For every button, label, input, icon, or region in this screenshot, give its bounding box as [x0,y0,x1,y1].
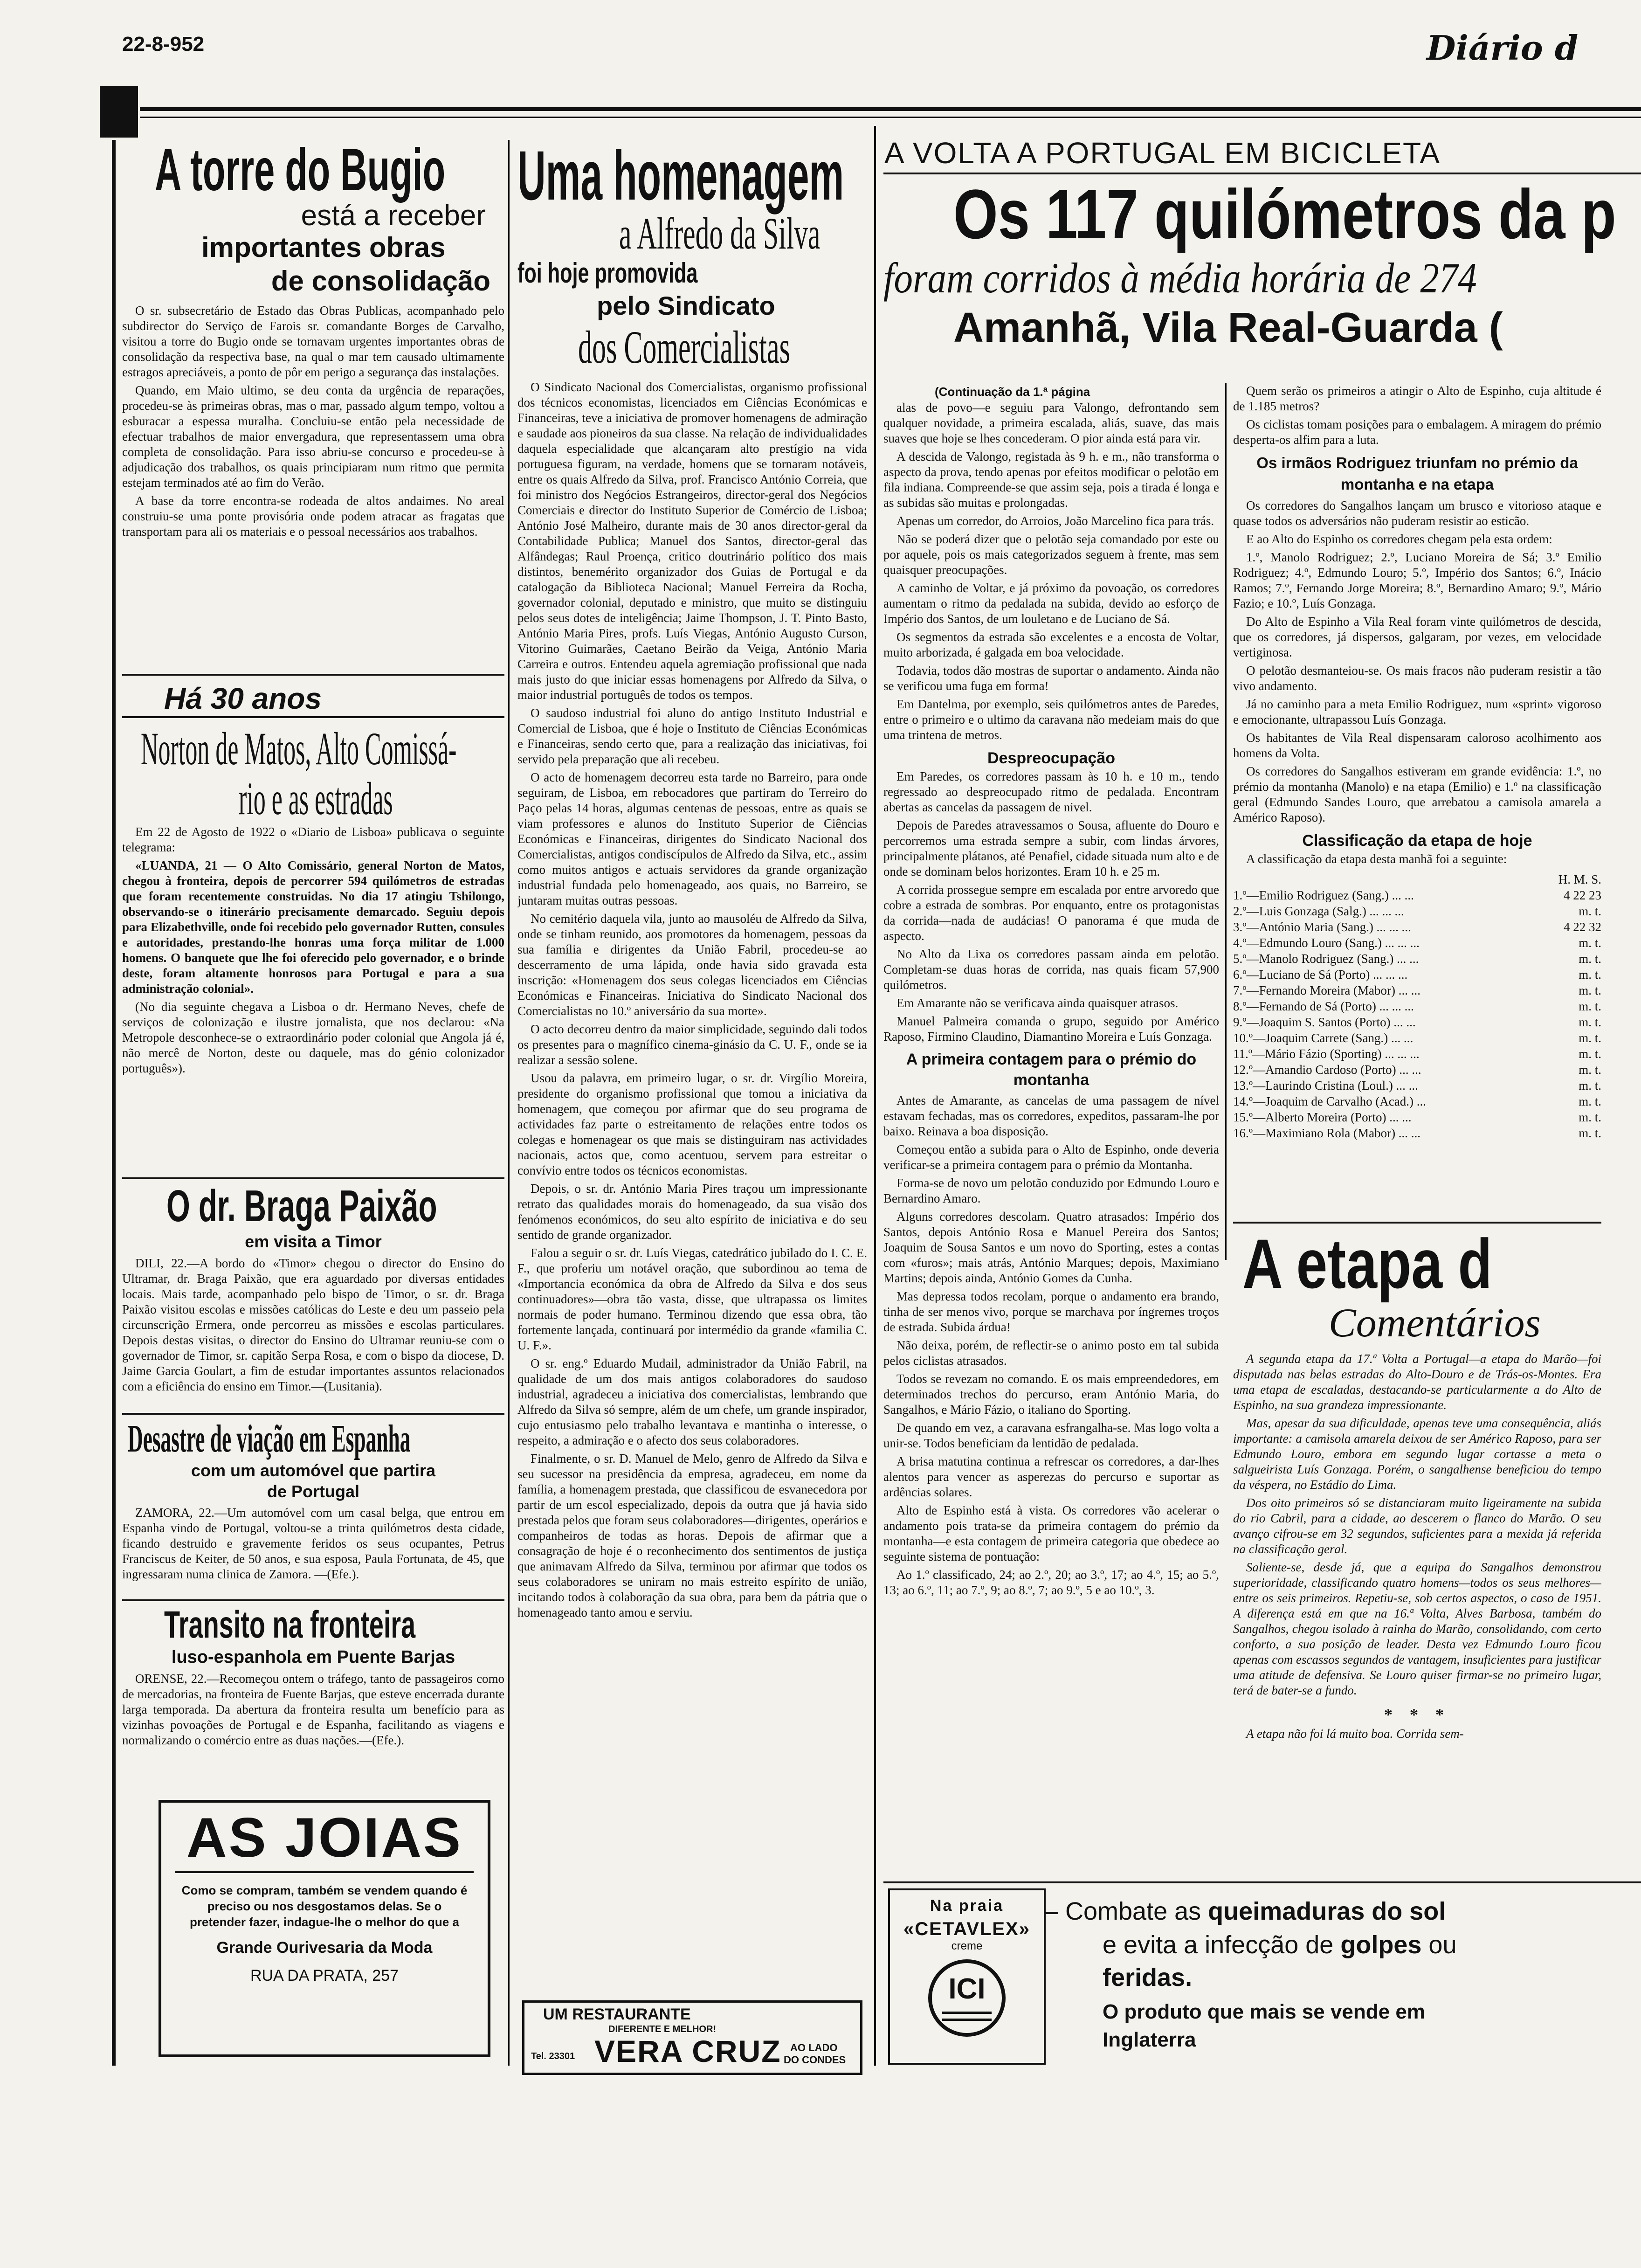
volta-c1-p2: A descida de Valongo, registada às 9 h. e m., não transforma o aspecto da prova, tendo apenas por efeitos modificar o pelotão em fila indiana. Compreende-se que assim seja, pois a tirada é longa e as subidas são muitas e prolongadas. [883,449,1219,510]
joias-shop: Grande Ourivesaria da Moda [216,1939,433,1957]
cetavlex-line2-pre: e evita a infecção de [1103,1931,1334,1959]
ha30-head1: Norton de Matos, Alto Comissá- [141,723,457,774]
desastre-sub1: com um automóvel que partira [191,1461,436,1480]
classif-time: m. t. [1579,1015,1601,1029]
volta-next: Amanhã, Vila Real-Guarda ( [953,304,1503,351]
volta-c1b-p6: Manuel Palmeira comanda o grupo, seguido por Américo Raposo, Firmino Claudino, Diamantino Moreira e Luís Gonzaga. [883,1014,1219,1044]
bugio-p1: O sr. subsecretário de Estado das Obras Publicas, acompanhado pelo subdirector do Serviço de Farois sr. comandante Borges de Carvalho, visitou a torre do Bugio onde se tornavam urgentes importantes obras de consolidação da respectiva base, na qual o mar tem causado ultimamente estragos apreciáveis, a ponto de pôr em perigo a segurança das instalações. [122,304,504,379]
ici-logo-text: ICI [948,1973,986,2005]
restaurant-loc1: AO LADO [790,2042,838,2054]
homenagem-p4: No cemitério daquela vila, junto ao mausoléu de Alfredo da Silva, onde se tinham reunido, aos promotores da homenagem, pessoas da sua família e dirigentes da União Fabril, procedeu-se ao descerramento de uma lápida, onde havia sido gravada esta inscrição: «Homenagem dos seus colegas licenciados em Ciências Económicas e Financeiras. Iniciativa do Sindicato Nacional dos Comercialistas no 10.º aniversário da sua morte». [517,912,867,1018]
etapa-top-rule [1233,1222,1601,1224]
classif-row [1233,1093,1601,1109]
restaurant-ad [522,2000,862,2075]
classif-time: m. t. [1579,1047,1601,1061]
ha30-body [122,824,504,1076]
transito-sub: luso-espanhola em Puente Barjas [171,1647,455,1667]
volta-c1c-p11: Ao 1.º classificado, 24; ao 2.º, 20; ao 3.º, 17; ao 4.º, 15; ao 5.º, 13; ao 6.º, 11; ao 7.º, 9; ao 8.º, 7; ao 9.º, 5 e ao 10.º, 3. [883,1568,1219,1597]
bugio-p2: Quando, em Maio ultimo, se deu conta da urgência de reparações, procedeu-se às primeiras obras, mas o mar, passado algum tempo, voltou a esburacar a espessa muralha. Concluiu-se então pela necessidade de efectuar trabalhos de maior envergadura, que representassem uma obra completa de consolidação. Para isso abriu-se concurso e procedeu-se à adjudicação dos trabalhos, os quais principiaram num ritmo que permita estejam terminados até ao fim do Verão. [122,383,504,490]
etapa-stars: * * * [1384,1705,1450,1724]
restaurant-line1: UM RESTAURANTE [543,2005,691,2023]
ha30-p1: Em 22 de Agosto de 1922 o «Diario de Lisboa» publicava o seguinte telegrama: [122,825,504,854]
classif-rider: 14.º—Joaquim de Carvalho (Acad.) ... [1233,1094,1427,1108]
classif-time: m. t. [1579,904,1601,918]
etapa-p4: Saliente-se, desde já, que a equipa do Sangalhos demonstrou superioridade, classificando quatro homens—todos os seus melhores—entre os seis primeiros. Repetiu-se, sob certos aspectos, o caso de 1951. A diferença está em que na 16.ª Volta, Alves Barbosa, também do Sangalhos, chegou isolado à rainha do Marão, consolidando, com certo conforto, a sua posição de leader. Desta vez Edmundo Louro ficou apenas com escassos segundos de vantagem, insuficientes para justificar uma atitude de defensiva. Se Louro quiser firmar-se no primeiro lugar, terá de bater-se a fundo. [1233,1560,1601,1697]
etapa-p1: A segunda etapa da 17.ª Volta a Portugal—a etapa do Marão—foi disputada nas belas estradas do Alto-Douro e de Trás-os-Montes. Era uma etapa de escaladas, destacando-se particularmente a do Alto de Espinho, na sua grandeza impressionante. [1233,1352,1601,1412]
classif-row [1233,1062,1601,1078]
ha30-title: Há 30 anos [164,682,322,715]
cetavlex-line2 [1103,1930,1456,1959]
etapa-article [1233,1226,1601,1832]
volta-col-divider [1225,383,1227,1260]
classif-rider: 16.º—Maximiano Rola (Mabor) ... ... [1233,1126,1421,1140]
ha30-p2: «LUANDA, 21 — O Alto Comissário, general Norton de Matos, chegou à fronteira, depois de percorrer 594 quilómetros de estradas que foram recentemente construidas. No dia 17 atingiu Tshilongo, observando-se o itinerário precisamente demarcado. Seguiu depois para Elizabethville, onde foi recebido pelo governador Rutten, consules e autoridades, prestando-lhe honras uma força militar de 1.000 homens. O banquete que lhe foi oferecido pelo governador, e o brinde deste, foram altamente honrosos para Portugal e para a sua administração colonial». [122,858,504,996]
irmaos-head: Os irmãos Rodriguez triunfam no prémio da montanha e na etapa [1256,454,1578,493]
volta-c1-p4: Não se poderá dizer que o pelotão seja comandado por este ou por aquele, pois os mais categorizados seguem à frente, mas sem quaisquer preocupações. [883,532,1219,577]
corner-block [100,86,138,138]
ha30-head2: rio e as estradas [239,773,393,824]
homenagem-p7: Depois, o sr. dr. António Maria Pires traçou um impressionante retrato das qualidades morais do homenageado, da sua visão dos fenómenos económicos, do seu alto espírito de iniciativa e do seu sentido de grande organizador. [517,1182,867,1242]
col1-left-rule [112,140,116,2066]
homenagem-p8: Falou a seguir o sr. dr. Luís Viegas, catedrático jubilado do I. C. E. F., que proferiu um notável oração, que subordinou ao tema de «Importancia económica da obra de Alfredo da Silva e dos seus continuadores»—obra tão vasta, disse, que ultrapassa os limites normais de poder humano. Terminou dizendo que essa obra, tão fortemente lançada, continuará por intermédio da grande «familia C. U. F.». [517,1246,867,1352]
classif-time: m. t. [1579,952,1601,966]
cetavlex-dash [1044,1912,1058,1914]
classif-header-row [1233,871,1601,887]
volta-continuation: (Continuação da 1.ª página [935,385,1090,399]
volta-c1-p1: alas de povo—e seguiu para Valongo, defrontando sem qualquer novidade, a primeira escalada, aliás, suave, das mais suaves que hoje se lhes concederam. O pior ainda está para vir. [883,401,1219,445]
etapa-p2: Mas, apesar da sua dificuldade, apenas teve uma consequência, aliás importante: a camisola amarela deixou de ser Américo Raposo, para ser Edmundo Louro, embora em segundo lugar cortasse a meta o salgueirista Luís Gonzaga. Porém, o sangalhense beneficiou do tempo da véspera, no Estádio do Lima. [1233,1416,1601,1492]
bugio-sub3: de consolidação [271,265,490,297]
despreocupacao-head: Despreocupação [987,749,1115,767]
volta-c1-p6: Os segmentos da estrada são excelentes e a encosta de Voltar, muito arborizada, é galgada em boa velocidade. [883,630,1219,659]
classif-row [1233,1046,1601,1062]
classif-rider: 15.º—Alberto Moreira (Porto) ... ... [1233,1110,1412,1124]
classif-rider: 1.º—Emilio Rodriguez (Sang.) ... ... [1233,888,1414,902]
classif-rider: 4.º—Edmundo Louro (Sang.) ... ... ... [1233,936,1420,950]
homenagem-body [517,380,867,1620]
classif-time: 4 22 32 [1564,920,1601,934]
volta-c1-p7: Todavia, todos dão mostras de suportar o andamento. Ainda não se verificou uma fuga em forma! [883,664,1219,693]
volta-col1 [883,383,1219,1913]
volta-col1c-body [883,1093,1219,1598]
volta-c2b-p3: 1.º, Manolo Rodriguez; 2.º, Luciano Moreira de Sá; 3.º Emilio Rodriguez; 4.º, Edmundo Louro; 5.º, Império dos Santos; 6.º, Inácio Ramos; 7.º, Fernando Jorge Moreira; 8.º, Bernardino Amaro; 9.º, Mário Fazio; e 10.º, Luís Gonzaga. [1233,550,1601,610]
volta-c1b-p1: Em Paredes, os corredores passam às 10 h. e 10 m., tendo regressado ao despreocupado ritmo de pedalada. Encontram abertas as cancelas da passagem de nivel. [883,769,1219,814]
cetavlex-na-praia: Na praia [930,1897,1004,1915]
volta-title: Os 117 quilómetros da p [953,175,1616,253]
volta-c1c-p4: Alguns corredores descolam. Quatro atrasados: Império dos Santos, depois António Rosa e Manuel Pereira dos Santos; Joaquim de Sousa Santos e um novo do Sporting, estes a contas com «furos»; mais atrás, António Marques; depois, Maximiano Martins; depois ainda, António Gomes da Cunha. [883,1210,1219,1285]
header-rule-thin [140,117,1641,118]
braga-sub: em visita a Timor [245,1232,382,1251]
joias-title: AS JOIAS [175,1807,474,1873]
classif-time: 4 22 23 [1564,888,1601,902]
volta-c2b-p2: E ao Alto do Espinho os corredores chegam pela esta ordem: [1246,532,1552,546]
ha30-article [122,681,504,1170]
classif-time: m. t. [1579,1110,1601,1124]
classif-rider: 10.º—Joaquim Carrete (Sang.) ... ... [1233,1031,1413,1045]
volta-c1c-p10: Alto de Espinho está à vista. Os corredores vão acelerar o andamento pois trata-se da primeira contagem do prémio da montanha—e esta contagem de primeira categoria que obedece ao seguinte sistema de pontuação: [883,1503,1219,1563]
cetavlex-top-rule [883,1881,1641,1883]
rule-ha30 [122,674,504,676]
volta-c2-p2: Os ciclistas tomam posições para o embalagem. A miragem do prémio desperta-os alfim para a luta. [1233,417,1601,447]
classif-row [1233,903,1601,919]
volta-c1-p3: Apenas um corredor, do Arroios, João Marcelino fica para trás. [896,514,1214,528]
braga-text: DILI, 22.—A bordo do «Timor» chegou o director do Ensino do Ultramar, dr. Braga Paixão, que era aguardado por diversas entidades locais. Mais tarde, acompanhado pelo bispo de Timor, o sr. dr. Braga Paixão visitou escolas e missões católicas do Leste e deu um passeio pela circunscrição Ermera, onde percorreu as missões e escolas particulares. Depois destas visitas, o director do Ensino do Ultramar reuniu-se com o governador de Timor, sr. capitão Serpa Rosa, e com o bispo da diocese, D. Jaime Garcia Goulart, a fim de estudar importantes assuntos relacionados com a eficiência do ensino em Timor.—(Lusitania). [122,1256,504,1393]
classif-row [1233,1014,1601,1030]
classif-rider: 11.º—Mário Fázio (Sporting) ... ... ... [1233,1047,1420,1061]
bugio-title: A torre do Bugio [155,140,446,203]
restaurant-loc2: DO CONDES [784,2054,846,2066]
bugio-sub2: importantes obras [201,232,446,263]
volta-subtitle: foram corridos à média horária de 274 [883,254,1477,302]
volta-c1-p5: A caminho de Voltar, e já próximo da povoação, os corredores aumentam o ritmo da pedalada na subida, devido ao esforço de Império dos Santos, de um louletano e de Luciano de Sá. [883,581,1219,626]
classif-time: m. t. [1579,936,1601,950]
homenagem-article [517,140,867,2005]
header-rule [140,107,1641,111]
classif-rider: 6.º—Luciano de Sá (Porto) ... ... ... [1233,968,1408,982]
classif-row [1233,1078,1601,1093]
homenagem-title2: a Alfredo da Silva [619,208,820,258]
transito-body [122,1671,504,1748]
restaurant-line2: DIFERENTE E MELHOR! [608,2024,717,2034]
col2-right-rule [874,126,876,2066]
volta-col2 [1233,383,1601,1260]
classif-rider: 5.º—Manolo Rodriguez (Sang.) ... ... [1233,952,1419,966]
classif-intro: A classificação da etapa desta manhã foi a seguinte: [1246,852,1507,866]
classif-time: m. t. [1579,1094,1601,1108]
classif-row [1233,1030,1601,1046]
volta-c2b-p7: Os habitantes de Vila Real dispensaram caloroso acolhimento aos homens da Volta. [1233,731,1601,760]
homenagem-p10: Finalmente, o sr. D. Manuel de Melo, genro de Alfredo da Silva e seu sucessor na presidência da empresa, agradeceu, em nome da família, a homenagem prestada, que classificou de esvanecedora por partir de um escol especializado, depois da outra que já havia sido prestada pelos que foram seus colaboradores—dirigentes, operários e companheiros de todas as horas. Depois de afirmar que a consagração de hoje é o reconhecimento dos sentimentos de justiça que animavam Alfredo da Silva, terminou por afirmar que todos os seus colaboradores se uniram no mais estreito espírito de união, incitando todos à colaboração da sua obra, para bem da pátria que o homenageado tanto amou e serviu. [517,1452,867,1619]
cetavlex-line1-pre: Combate as [1065,1897,1201,1925]
volta-c1c-p3: Forma-se de novo um pelotão conduzido por Edmundo Louro e Bernardino Amaro. [883,1176,1219,1205]
cetavlex-line5: Inglaterra [1103,2028,1196,2051]
volta-c1c-p9: A brisa matutina continua a refrescar os corredores, a dar-lhes alentos para vencer as asperezas do percurso e suportar as ardências solares. [883,1454,1219,1499]
volta-c2b-p5: O pelotão desmanteiou-se. Os mais fracos não puderam resistir a tão vivo andamento. [1233,664,1601,693]
desastre-body [122,1505,504,1582]
cetavlex-line3: feridas. [1103,1964,1193,1991]
homenagem-sub2: pelo Sindicato [597,291,775,320]
etapa-body [1233,1351,1601,1698]
volta-col1-body [883,400,1219,743]
volta-c1-p8: Em Dantelma, por exemplo, seis quilómetros antes de Paredes, entre o primeiro e o ultimo da caravana não medeiam mais do que uma trintena de metros. [883,697,1219,742]
classif-hms: H. M. S. [1558,872,1601,886]
volta-c1c-p6: Não deixa, porém, de reflectir-se o animo posto em tal subida pelos ciclistas atrasados. [883,1338,1219,1368]
cetavlex-line4: O produto que mais se vende em [1103,2000,1425,2023]
classif-row [1233,951,1601,967]
classif-time: m. t. [1579,968,1601,982]
volta-headline [883,135,1641,396]
classif-rider: 9.º—Joaquim S. Santos (Porto) ... ... [1233,1015,1416,1029]
braga-body [122,1256,504,1394]
volta-c1b-p3: A corrida prossegue sempre em escalada por entre arvoredo que cobre a estrada de sombras. Por enquanto, entre os protagonistas da corrida—nada de audácias! O panorama é que muda de aspecto. [883,883,1219,943]
cetavlex-line1-bold: queimaduras do sol [1208,1897,1446,1925]
joias-address: RUA DA PRATA, 257 [250,1967,399,1984]
braga-article [122,1182,504,1406]
classif-row [1233,919,1601,935]
volta-c1c-p2: Começou então a subida para o Alto de Espinho, onde deveria verificar-se a primeira contagem para o prémio da Montanha. [883,1142,1219,1172]
classif-rider: 2.º—Luis Gonzaga (Salg.) ... ... ... [1233,904,1404,918]
volta-col2-body [1233,383,1601,448]
classif-table [1233,871,1601,1141]
etapa-p3: Dos oito primeiros só se distanciaram muito ligeiramente na subida do rio Cabril, para a cidade, ao descerem o flanco do Marão. O seu avanço cifrou-se em 32 segundos, suficientes para a mexida já referida na classificação geral. [1233,1496,1601,1556]
desastre-text: ZAMORA, 22.—Um automóvel com um casal belga, que entrou em Espanha vindo de Portugal, voltou-se a trinta quilómetros desta cidade, ficando destruido e gravemente feridos os seus ocupantes, Petrus Franciscus de Keiter, de 50 anos, e sua esposa, Paula Fortunata, de 45, que ingressaram numa clinica de Zamora. —(Efe.). [122,1506,504,1581]
cetavlex-line2-mid: ou [1428,1931,1457,1959]
volta-c2b-p4: Do Alto de Espinho a Vila Real foram vinte quilómetros de descida, que os corredores, já dispersos, galgaram, por vezes, em velocidade vertiginosa. [1233,615,1601,659]
volta-c1c-p1: Antes de Amarante, as cancelas de uma passagem de nível estavam fechadas, mas os corredores, expeditos, passaram-lhe por baixo. Reinava a boa disposição. [883,1093,1219,1138]
volta-col2b-body [1233,498,1601,825]
etapa-last: A etapa não foi lá muito boa. Corrida sem- [1246,1727,1464,1741]
volta-c1c-p5: Mas depressa todos recolam, porque o andamento era brando, tinha de ser menos vivo, porque se marchava por íngremes troços de estrada. Subida árdua! [883,1289,1219,1334]
ici-logo [928,1959,1006,2037]
joias-text: Como se compram, também se vendem quando é preciso ou nos desgostamos delas. Se o pretender fazer, indague-lhe o melhor do que a [181,1883,468,1929]
classif-rider: 3.º—António Maria (Sang.) ... ... ... [1233,920,1411,934]
joias-ad [159,1800,490,2057]
rule-transito [122,1599,504,1601]
bugio-article [122,140,504,662]
bugio-sub1: está a receber [301,200,486,232]
rule-braga [122,1177,504,1179]
transito-title: Transito na fronteira [164,1604,416,1646]
homenagem-p3: O acto de homenagem decorreu esta tarde no Barreiro, para onde seguiram, de Lisboa, em rebocadores que partiram do Terreiro do Paço pelas 14 horas, algumas centenas de pessoas, entre as quais se viam professores e alunos do Instituto Superior de Ciências Económicas e Financeiras, dirigentes do Sindicato Nacional dos Comercialistas, antigos condiscípulos de Alfredo da Silva, etc., assim como muitos antigos e actuais servidores da grande organização industrial fundada pelo homenageado, aos quais, no Barreiro, se juntaram muitas outras pessoas. [517,770,867,907]
ha30-underline [122,716,504,718]
transito-text: ORENSE, 22.—Recomeçou ontem o tráfego, tanto de passageiros como de mercadorias, na fronteira de Fuente Barjas, que esteve encerrada durante larga temporada. Da abertura da fronteira resulta um benefício para as vizinhas povoações de Portugal e de Espanha, facilitando as viagens e normalizando o comércio entre as duas nações.—(Efe.). [122,1672,504,1747]
desastre-title: Desastre de viação em Espanha [128,1418,411,1460]
homenagem-title1: Uma homenagem [517,140,844,214]
homenagem-p9: O sr. eng.º Eduardo Mudail, administrador da União Fabril, na qualidade de um dos mais antigos colaboradores do saudoso industrial, agradeceu a iniciativa dos comercialistas, lembrando que Alfredo da Silva só sempre, além de um chefe, um grande inspirador, cujo entusiasmo pelo trabalho levantava e mantinha o interesse, o respeito, a admiração e o afecto dos seus colaboradores. [517,1356,867,1447]
volta-c2b-p6: Já no caminho para a meta Emilio Rodriguez, num «sprint» vigoroso e emocionante, ultrapassou Luís Gonzaga. [1233,697,1601,726]
volta-kicker: A VOLTA A PORTUGAL EM BICICLETA [884,136,1441,170]
classif-rider: 7.º—Fernando Moreira (Mabor) ... ... [1233,983,1421,997]
contagem-head: A primeira contagem para o prémio do montanha [906,1051,1197,1089]
homenagem-p5: O acto decorreu dentro da maior simplicidade, seguindo dali todos os presentes para o magnífico cinema-ginásio da C. U. F., onde se ia realizar a sessão solene. [517,1022,867,1067]
homenagem-sub3: dos Comercialistas [578,321,790,373]
col1-right-rule [508,140,510,2066]
classif-time: m. t. [1579,983,1601,997]
desastre-article [122,1418,504,1595]
classif-rider: 12.º—Amandio Cardoso (Porto) ... ... [1233,1063,1421,1077]
etapa-sub: Comentários [1329,1300,1541,1346]
classif-time: m. t. [1579,1063,1601,1077]
volta-c1b-p2: Depois de Paredes atravessamos o Sousa, afluente do Douro e percorremos uma estrada sempre a subir, com lindas árvores, principalmente plátanos, até Penafiel, cidade situada num alto e de onde se dominam belos horizontes. Eram 10 h. e 25 m. [883,818,1219,878]
ici-logo-waves [942,2012,992,2021]
classif-intro-box [1233,851,1601,867]
classif-time: m. t. [1579,1079,1601,1093]
classif-rows [1233,887,1601,1141]
homenagem-sub1: foi hoje promovida [517,257,698,289]
classif-time: m. t. [1579,1031,1601,1045]
volta-c2-p1: Quem serão os primeiros a atingir o Alto de Espinho, cuja altitude é de 1.185 metros? [1233,384,1601,413]
braga-title: O dr. Braga Paixão [166,1182,437,1231]
desastre-sub2: de Portugal [267,1482,360,1501]
classif-rider: 13.º—Laurindo Cristina (Loul.) ... ... [1233,1079,1418,1093]
classif-time: m. t. [1579,1126,1601,1140]
classif-row [1233,998,1601,1014]
classif-row [1233,1109,1601,1125]
classif-rider: 8.º—Fernando de Sá (Porto) ... ... ... [1233,999,1414,1013]
restaurant-name: VERA CRUZ [594,2034,781,2068]
volta-c1b-p5: Em Amarante não se verificava ainda quaisquer atrasos. [896,996,1179,1010]
bugio-p3: A base da torre encontra-se rodeada de altos andaimes. No areal construiu-se uma ponte provisória onde podem atracar as fragatas que transportam para ali os materiais e o pessoal necessários aos trabalhos. [122,494,504,539]
homenagem-p2: O saudoso industrial foi aluno do antigo Instituto Industrial e Comercial de Lisboa, que é hoje o Instituto de Ciências Económicas e Financeiras, sendo certo que, para a realização das iniciativas, foi servido pela preparação que ali recebeu. [517,706,867,766]
classif-row [1233,982,1601,998]
transito-article [122,1604,504,1791]
cetavlex-creme: creme [951,1940,983,1952]
page-date: 22-8-952 [122,33,205,55]
classif-row [1233,967,1601,982]
bugio-body [122,303,504,539]
cetavlex-ad [883,1888,1601,2070]
volta-c1c-p7: Todos se revezam no comando. E os mais empreendedores, em determinados trechos do percurso, eram António Maria, do Sangalhos, e Mário Fázio, o italiano do Sporting. [883,1372,1219,1417]
classif-head: Classificação da etapa de hoje [1302,832,1532,850]
cetavlex-line2-bold1: golpes [1340,1931,1422,1959]
classif-row [1233,935,1601,951]
homenagem-p6: Usou da palavra, em primeiro lugar, o sr. dr. Virgílio Moreira, presidente do organismo profissional que tomou a iniciativa da homenagem, que começou por afirmar que do seu programa de actividades faz parte o estreitamento de relações entre todos os colegas e homenagear os que mais se distinguiram nas actividades nacionais, actos que, como acentuou, servem para estreitar o convívio entre todos os técnicos economistas. [517,1071,867,1177]
volta-c1b-p4: No Alto da Lixa os corredores passam ainda em pelotão. Completam-se duas horas de corrida, nas quais ficam 57,900 quilómetros. [883,947,1219,992]
restaurant-tel: Tel. 23301 [531,2051,575,2061]
rule-desastre [122,1413,504,1415]
etapa-title: A etapa d [1242,1226,1492,1303]
homenagem-p1: O Sindicato Nacional dos Comercialistas, organismo profissional dos técnicos economistas, licenciados em Ciências Económicas e Financeiras, teve a iniciativa de promover homenagens de admiração e saudade aos pioneiros da sua classe. Na relação de individualidades daquela especialidade que alcançaram alto prestígio na vida portuguesa figuram, na verdade, homens que se tornaram notáveis, entre os quais Alfredo da Silva, prof. Francisco António Correia, que foi ministro dos Negócios Estrangeiros, director-geral dos Negócios Comerciais e director do Instituto Superior de Comércio de Lisboa; António José Malheiro, durante mais de 30 anos director-geral da Contabilidade Publica; Manuel dos Santos, director-geral das Alfândegas; Raul Proença, critico doutrinário político dos mais distintos, benemérito organizador dos Guias de Portugal e da catalogação da Biblioteca Nacional; Manuel Ferreira da Rocha, governador colonial, deputado e ministro, que muito se distinguiu pelos seus dotes de inteligência; Jaime Thompson, J. T. Pinto Basto, António Maria Pires, profs. Luís Viegas, António Augusto Curson, Vitorino Guimarães, Caetano Beirão da Veiga, António Maria Carreira e outros. Entendeu aquela agremiação profissional que nada mais justo do que iniciar essas homenagens por Alfredo da Silva, o maior industrial português de todos os tempos. [517,380,867,702]
cetavlex-brand: «CETAVLEX» [903,1919,1030,1939]
masthead: Diário d [1427,28,1579,68]
cetavlex-product-box [888,1888,1046,2065]
classif-time: m. t. [1579,999,1601,1013]
volta-c2b-p8: Os corredores do Sangalhos estiveram em grande evidência: 1.º, no prémio da montanha (Manolo) e na etapa (Emilio) e 1.º na classificação geral (Edmundo Sandes Louro, que arrebatou a camisola amarela a Américo Raposo). [1233,764,1601,824]
volta-col1b-body [883,769,1219,1044]
volta-c2b-p1: Os corredores do Sangalhos lançam um brusco e vitorioso ataque e quase todos os adversários não puderam resistir ao esticão. [1233,498,1601,528]
classif-row [1233,887,1601,903]
cetavlex-line1 [1065,1897,1446,1926]
volta-c1c-p8: De quando em vez, a caravana esfrangalha-se. Mas logo volta a unir-se. Todos beneficiam da lentidão de pedalada. [883,1421,1219,1450]
ha30-p3: (No dia seguinte chegava a Lisboa o dr. Hermano Neves, chefe de serviços de colonização e ilustre jornalista, que nos declarou: «Na Metropole desconhece-se o extraordinário poder colonial que Angola já é, não mercê de Norton, deste ou daquele, mas do génio colonizador português»). [122,1000,504,1075]
etapa-last-box [1233,1726,1601,1742]
classif-row [1233,1125,1601,1141]
